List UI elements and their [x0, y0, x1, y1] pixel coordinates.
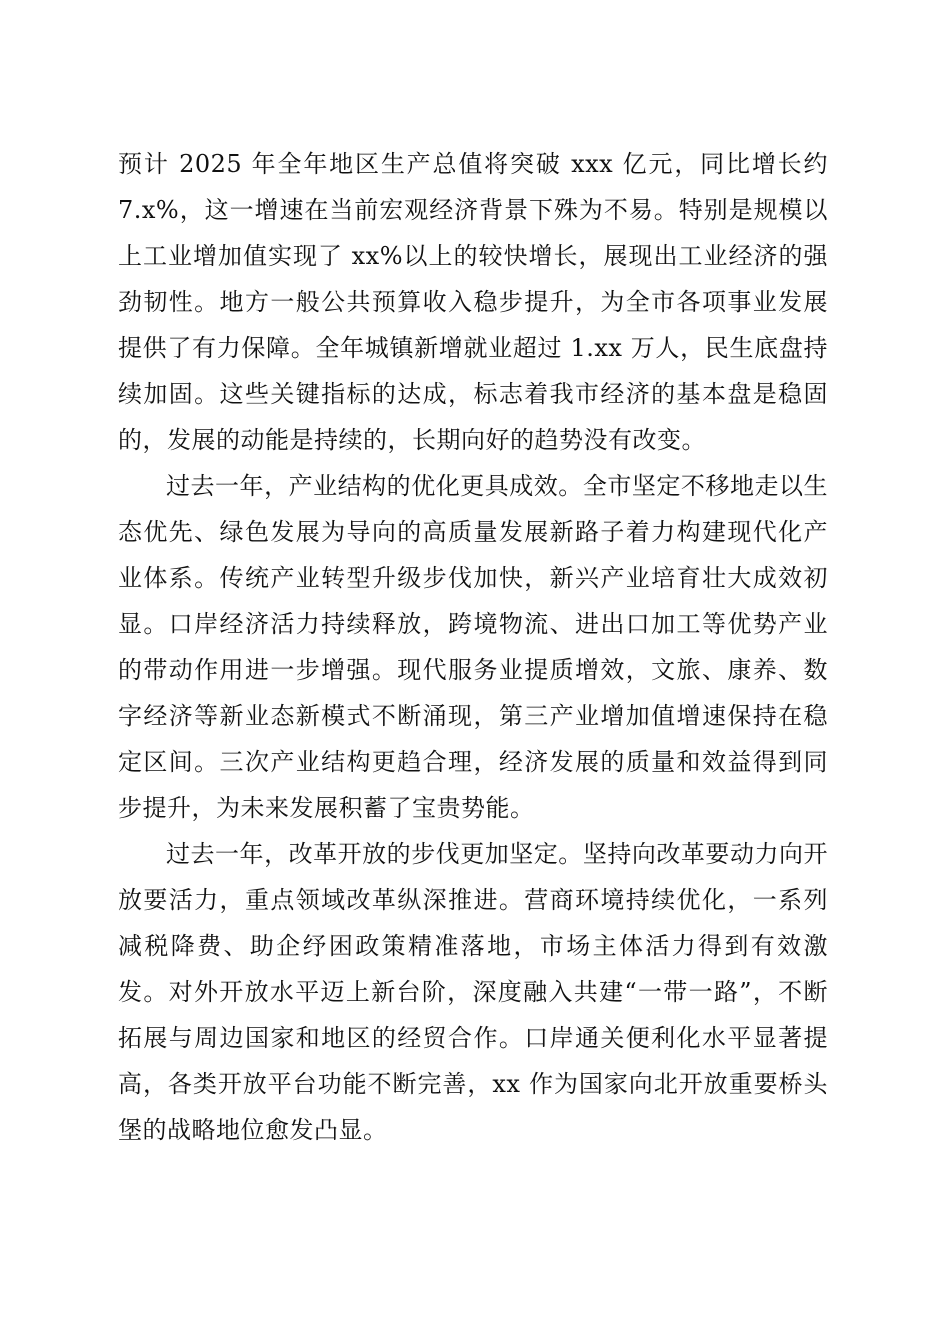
paragraph-reform-opening: 过去一年，改革开放的步伐更加坚定。坚持向改革要动力向开放要活力，重点领域改革纵深推进。营商环境持续优化，一系列减税降费、助企纾困政策精准落地，市场主体活力得到有效激发。对外开放水平迈上新台阶，深度融入共建“一带一路”，不断拓展与周边国家和地区的经贸合作。口岸通关便利化水平显著提高，各类开放平台功能不断完善，xx 作为国家向北开放重要桥头堡的战略地位愈发凸显。 — [118, 840, 828, 1144]
paragraph-economic-indicators: 预计 2025 年全年地区生产总值将突破 xxx 亿元，同比增长约 7.x%，这一增速在当前宏观经济背景下殊为不易。特别是规模以上工业增加值实现了 xx%以上的较快增长，展现出工业经济的强劲韧性。地方一般公共预算收入稳步提升，为全市各项事业发展提供了有力保障。全年城镇新增就业超过 1.xx 万人，民生底盘持续加固。这些关键指标的达成，标志着我市经济的基本盘是稳固的，发展的动能是持续的，长期向好的趋势没有改变。 — [118, 150, 828, 454]
paragraph-industrial-structure: 过去一年，产业结构的优化更具成效。全市坚定不移地走以生态优先、绿色发展为导向的高质量发展新路子着力构建现代化产业体系。传统产业转型升级步伐加快，新兴产业培育壮大成效初显。口岸经济活力持续释放，跨境物流、进出口加工等优势产业的带动作用进一步增强。现代服务业提质增效，文旅、康养、数字经济等新业态新模式不断涌现，第三产业增加值增速保持在稳定区间。三次产业结构更趋合理，经济发展的质量和效益得到同步提升，为未来发展积蓄了宝贵势能。 — [118, 472, 828, 822]
document-body — [118, 141, 828, 1153]
